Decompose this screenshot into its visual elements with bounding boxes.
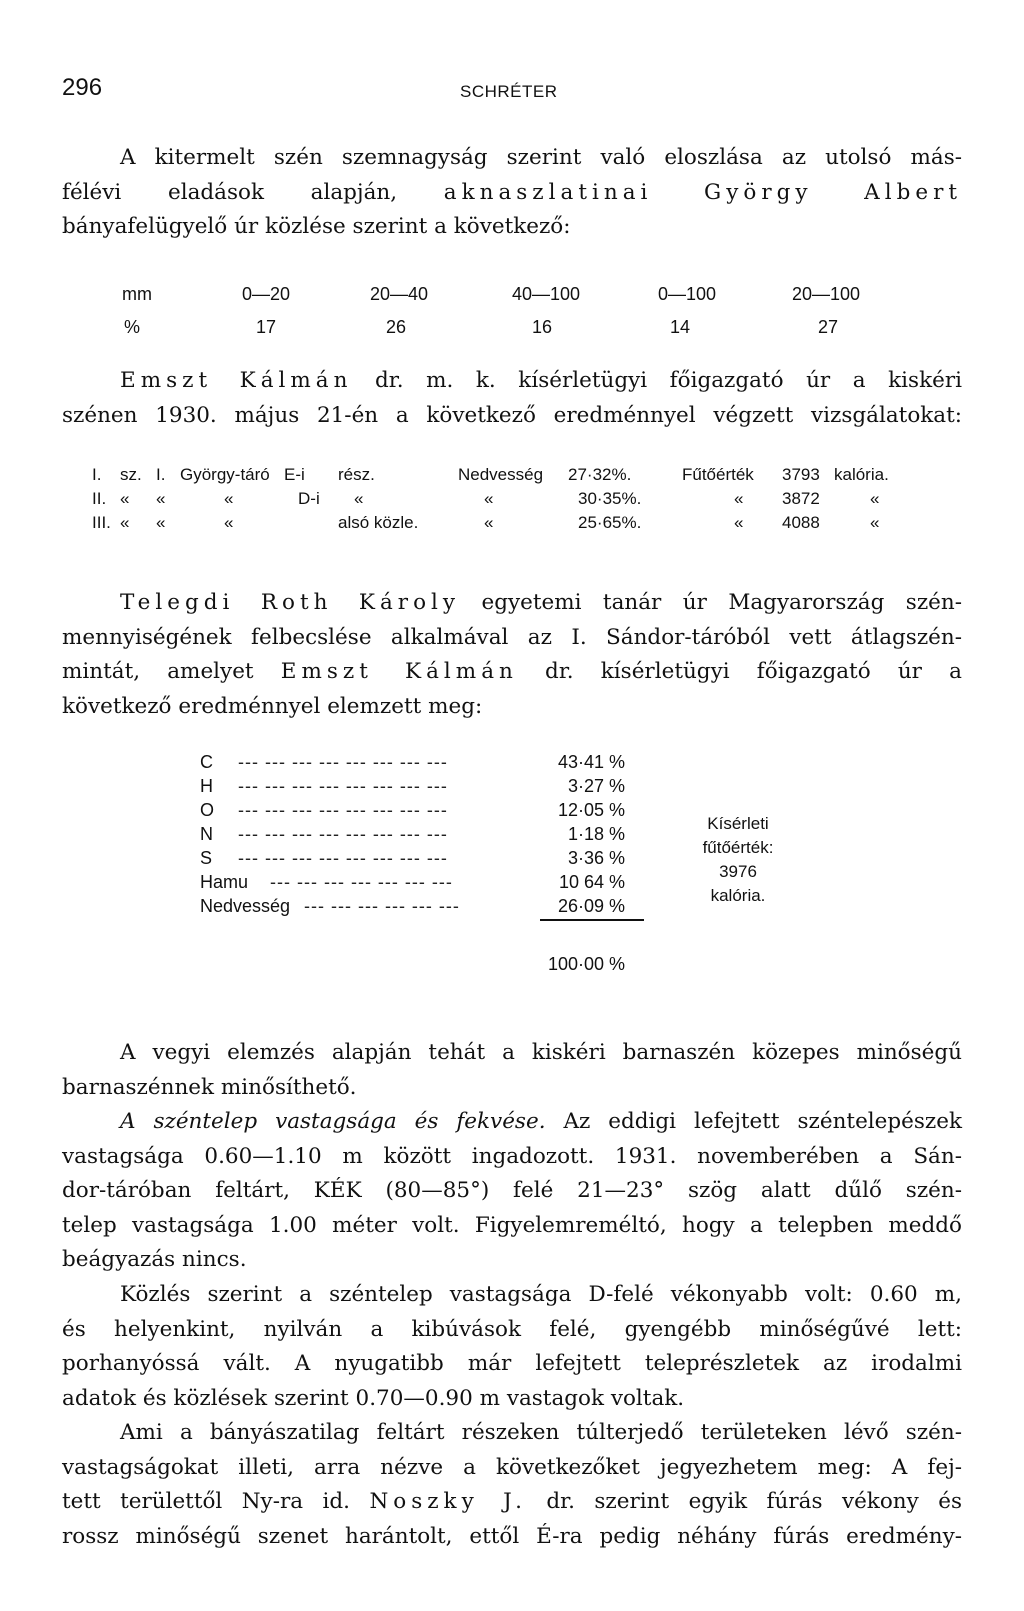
element-label: N (200, 824, 213, 844)
spaced-name: Emszt Kálmán (120, 368, 353, 393)
element-label: O (200, 800, 215, 820)
text-line (62, 1105, 962, 1140)
text-line: szénen 1930. május 21-én a következő eredménnyel végzett vizsgálatokat: (62, 402, 962, 428)
paragraph-analysis-intro (62, 586, 962, 724)
text-line: barnaszénnek minősíthető. (62, 1074, 357, 1100)
text-line: telep vastagsága 1.00 méter volt. Figyelemreméltó, hogy a telepben meddő (62, 1212, 962, 1238)
running-head: SCHRÉTER (460, 82, 558, 101)
table-cell: 40—100 (512, 284, 581, 304)
text-line: és helyenkint, nyilván a kibúvások felé, gyengébb minőségűvé lett: (62, 1316, 962, 1342)
dot-leader: --- --- --- --- --- --- --- --- (238, 824, 448, 844)
element-value: 3·36 % (567, 848, 625, 868)
note-line: fűtőérték: (702, 838, 774, 857)
text-segment: mintát, amelyet (62, 659, 281, 684)
text-line: mennyiségének felbecslése alkalmával az I. Sándor-táróból vett átlagszén- (62, 624, 962, 650)
element-label: C (200, 752, 213, 772)
text-line (62, 655, 962, 690)
dot-leader: --- --- --- --- --- --- --- --- (238, 752, 448, 772)
table-cell: 26 (386, 317, 407, 337)
text-line: porhanyóssá vált. A nyugatibb már lefejtett teleprészletek az irodalmi (62, 1351, 962, 1376)
table-cell: « (870, 489, 880, 508)
element-label: S (200, 848, 213, 868)
analysis-total: 100·00 % (547, 954, 625, 974)
text-line: Közlés szerint a széntelep vastagsága D-felé vékonyabb volt: 0.60 m, (120, 1282, 962, 1307)
text-line: bányafelügyelő úr közlése szerint a következő: (62, 214, 571, 239)
element-value: 43·41 % (557, 752, 625, 772)
table-cell: I. (92, 465, 102, 484)
spaced-name: aknaszlatinai György Albert (443, 179, 962, 205)
dot-leader: --- --- --- --- --- --- --- --- (238, 800, 448, 820)
spaced-name: Telegdi Roth Károly (120, 590, 461, 615)
table-cell: György-táró (180, 465, 270, 484)
table-cell: « (156, 489, 166, 508)
text-line: A vegyi elemzés alapján tehát a kiskéri barnaszén közepes minőségű (120, 1040, 962, 1065)
text-line: adatok és közlések szerint 0.70—0.90 m vastagok voltak. (62, 1385, 685, 1411)
table-cell: D-i (298, 489, 320, 508)
experimental-heat-value-note (688, 812, 788, 908)
table-cell: kalória. (834, 465, 889, 484)
note-line: kalória. (710, 886, 766, 905)
paragraph-communication (62, 1278, 962, 1416)
text-line: következő eredménnyel elemzett meg: (62, 693, 483, 719)
table-cell: « (484, 489, 494, 508)
table-cell: « (870, 513, 880, 532)
table-cell: rész. (338, 465, 375, 484)
table-cell: % (124, 317, 141, 337)
table-cell: « (224, 489, 234, 508)
table-cell: II. (92, 489, 107, 508)
table-cell: mm (122, 284, 152, 304)
element-label: Nedvesség (200, 896, 291, 916)
document-page (62, 0, 962, 1611)
table-cell: III. (92, 513, 111, 532)
text-segment: dr. szerint egyik fúrás vékony és (526, 1489, 962, 1514)
text-line (62, 1485, 962, 1520)
table-cell: 14 (670, 317, 691, 337)
table-cell: « (156, 513, 166, 532)
table-cell: 20—40 (370, 284, 429, 304)
text-line: rossz minőségű szenet harántolt, ettől É-ra pedig néhány fúrás eredmény- (62, 1523, 962, 1549)
table-cell: Nedvesség (458, 465, 544, 484)
table-cell: Fűtőérték (682, 465, 754, 484)
text-segment: tett területtől Ny-ra id. (62, 1489, 370, 1514)
element-label: Hamu (200, 872, 249, 892)
paragraph-seam-thickness (62, 1105, 962, 1278)
text-line: vastagságokat illeti, arra nézve a következőket jegyezhetem meg: A fej- (62, 1454, 962, 1480)
table-cell: E-i (284, 465, 305, 484)
table-cell: « (224, 513, 234, 532)
dot-leader: --- --- --- --- --- --- --- --- (238, 776, 448, 796)
table-cell: « (734, 513, 744, 532)
element-value: 1·18 % (567, 824, 625, 844)
text-line (62, 176, 962, 211)
spaced-name: Emszt Kálmán (280, 659, 518, 684)
dot-leader: --- --- --- --- --- --- --- (270, 872, 453, 892)
spaced-name: Noszky J. (369, 1489, 527, 1514)
text-line: dor-táróban feltárt, KÉK (80—85°) felé 21—23° szög alatt dűlő szén- (62, 1178, 962, 1203)
table-cell: 30·35%. (578, 489, 642, 508)
element-value: 12·05 % (557, 800, 625, 820)
table-cell: sz. (120, 465, 142, 484)
paragraph-tests-intro (62, 364, 962, 433)
table-cell: 27 (818, 317, 839, 337)
note-line: 3976 (719, 862, 757, 881)
text-line: A kitermelt szén szemnagyság szerint való eloszlása az utolsó más- (120, 145, 962, 170)
table-cell: « (120, 513, 130, 532)
table-cell: 27·32%. (568, 465, 632, 484)
dot-leader: --- --- --- --- --- --- --- --- (238, 848, 448, 868)
table-cell: « (120, 489, 130, 508)
page-number: 296 (62, 74, 103, 101)
table-cell: 0—100 (658, 284, 717, 304)
table-cell: 3793 (782, 465, 820, 484)
table-cell: 17 (256, 317, 277, 337)
table-cell: « (484, 513, 494, 532)
element-label: H (200, 776, 213, 796)
table-cell: « (734, 489, 744, 508)
note-line: Kísérleti (707, 814, 769, 833)
element-value: 3·27 % (567, 776, 625, 796)
text-line: Ami a bányászatilag feltárt részeken túlterjedő területeken lévő szén- (120, 1420, 962, 1445)
text-segment: félévi eladások alapján, (62, 179, 444, 205)
text-segment: dr. kísérletügyi főigazgató úr a (517, 659, 962, 684)
paragraph-thickness-beyond (62, 1416, 962, 1554)
element-value: 10 64 % (558, 872, 625, 892)
paragraph-quality (62, 1036, 962, 1105)
italic-heading: A széntelep vastagsága és fekvése. (120, 1109, 546, 1134)
element-value: 26·09 % (557, 896, 625, 916)
table-cell: alsó közle. (338, 513, 419, 532)
paragraph-coal-size-intro (62, 141, 962, 245)
text-line: beágyazás nincs. (62, 1247, 247, 1272)
table-cell: 25·65%. (578, 513, 642, 532)
table-cell: 0—20 (242, 284, 291, 304)
sum-rule (540, 919, 644, 921)
text-segment: egyetemi tanár úr Magyarország szén- (460, 590, 962, 615)
table-cell: I. (156, 465, 166, 484)
text-line (62, 586, 962, 621)
table-cell: 16 (532, 317, 553, 337)
dot-leader: --- --- --- --- --- --- (304, 896, 460, 916)
text-line: vastagsága 0.60—1.10 m között ingadozott. 1931. novemberében a Sán- (62, 1143, 962, 1169)
table-cell: « (354, 489, 364, 508)
table-cell: 3872 (782, 489, 820, 508)
text-segment: Az eddigi lefejtett széntelepészek (545, 1109, 962, 1134)
text-line (62, 364, 962, 399)
table-cell: 4088 (782, 513, 820, 532)
text-segment: dr. m. k. kísérletügyi főigazgató úr a kiskéri (352, 368, 962, 393)
table-cell: 20—100 (792, 284, 861, 304)
